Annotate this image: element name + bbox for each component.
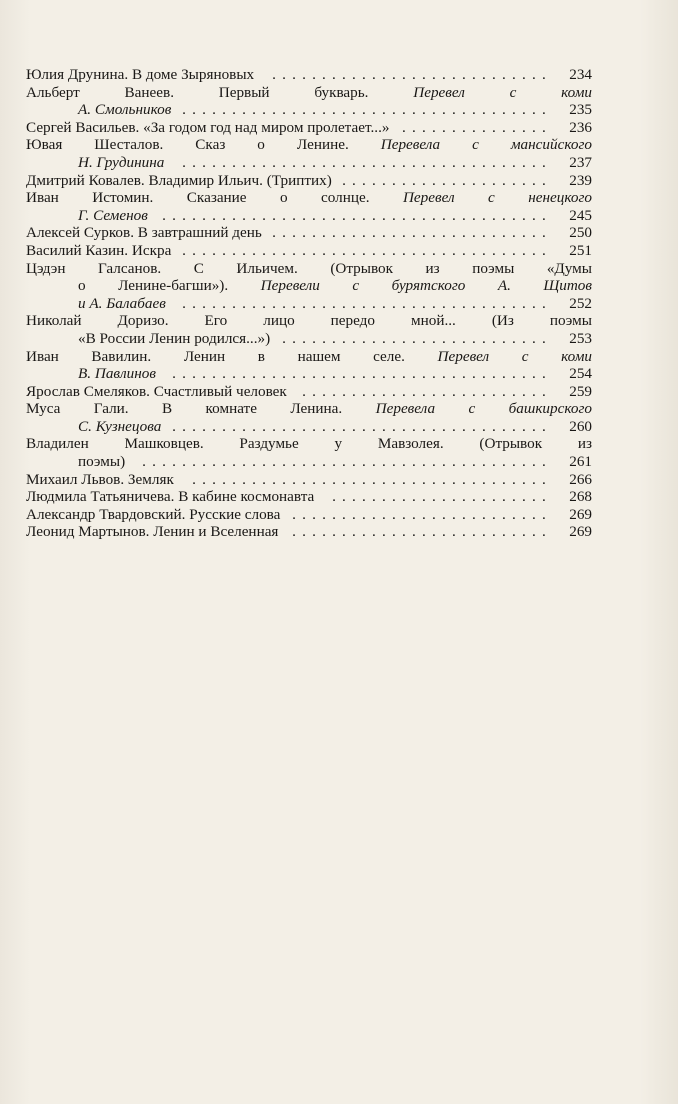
entry-title: Цэдэн Галсанов. С Ильичем. (Отрывок из поэмы «Думы [26,259,592,277]
toc-entry-text [26,523,278,541]
dot-leader: ......................... [302,382,552,400]
page-number: 250 [569,224,592,242]
dot-leader: ...................................... [172,365,552,383]
toc-entry-text [26,312,592,330]
page-number: 259 [569,382,592,400]
dot-leader: ..................................... [182,241,552,259]
entry-translator: С. Кузнецова [78,417,162,435]
entry-translator: Н. Грудинина [78,153,165,171]
entry-title: поэмы) [78,453,126,471]
page-number: 254 [569,365,592,383]
toc-entry [26,488,592,506]
toc-entry [26,330,592,348]
dot-leader: ...................... [332,488,552,506]
toc-entry-text [78,154,164,172]
toc-entry-text [78,365,156,383]
toc-entry-text [78,295,166,313]
entry-translator: и А. Балабаев [78,294,166,312]
dot-leader: ..................................... [182,294,552,312]
page-number: 261 [569,453,592,471]
toc-entry-text [26,172,332,190]
toc-entry [26,453,592,471]
dot-leader: ..................................... [182,153,552,171]
toc-entry-text [26,260,592,278]
toc-entry-text [78,330,270,348]
table-of-contents [26,66,592,541]
entry-title: Иван Вавилин. Ленин в нашем селе. [26,347,438,365]
toc-entry [26,435,592,453]
dot-leader: .......................... [292,505,552,523]
toc-entry [26,506,592,524]
page-number: 268 [569,488,592,506]
toc-entry [26,348,592,366]
toc-entry [26,172,592,190]
entry-title: «В России Ленин родился...») [78,329,271,347]
toc-entry [26,400,592,418]
dot-leader: .......................... [292,523,552,541]
page-number: 235 [569,101,592,119]
toc-entry [26,295,592,313]
entry-title: Александр Твардовский. Русские слова [26,505,281,523]
entry-translator: Перевела с мансийского [380,136,592,154]
page-number: 252 [569,294,592,312]
toc-entry-text [78,418,161,436]
toc-entry-text [26,400,592,418]
entry-title: о Ленине-багши»). [78,277,261,295]
entry-title: Дмитрий Ковалев. Владимир Ильич. (Триптих) [26,171,332,189]
toc-entry-text [78,277,592,295]
toc-entry [26,312,592,330]
toc-entry [26,383,592,401]
toc-entry [26,418,592,436]
entry-title: Людмила Татьяничева. В кабине космонавта [26,488,315,506]
toc-entry [26,154,592,172]
page-number: 236 [569,118,592,136]
entry-translator: Перевел с ненецкого [402,189,592,207]
toc-entry [26,84,592,102]
entry-title: Михаил Львов. Земляк [26,470,174,488]
page-number: 266 [569,470,592,488]
toc-entry-text [26,383,287,401]
page-number: 237 [569,153,592,171]
entry-title: Сергей Васильев. «За годом год над миром пролетает...» [26,118,390,136]
entry-translator: Перевел с коми [437,347,592,365]
page-number: 239 [569,171,592,189]
page-number: 269 [569,505,592,523]
entry-title: Владилен Машковцев. Раздумье у Мавзолея. (Отрывок из [26,435,592,453]
page-number: 245 [569,206,592,224]
entry-translator: А. Смольников [78,101,172,119]
toc-entry-text [26,66,254,84]
toc-entry-text [26,242,171,260]
dot-leader: ........................... [282,329,552,347]
entry-title: Ярослав Смеляков. Счастливый человек [26,382,287,400]
toc-entry [26,136,592,154]
toc-entry-text [26,84,592,102]
dot-leader: ...................................... [172,417,552,435]
toc-entry-text [26,348,592,366]
toc-entry-text [26,506,280,524]
toc-entry-text [26,136,592,154]
toc-entry [26,523,592,541]
entry-title: Ювая Шесталов. Сказ о Ленине. [26,136,381,154]
dot-leader: ............... [402,118,552,136]
toc-entry-text [78,453,125,471]
entry-title: Альберт Ванеев. Первый букварь. [26,83,414,101]
dot-leader: .................................... [192,470,552,488]
toc-entry [26,471,592,489]
entry-title: Юлия Друнина. В доме Зыряновых [26,66,255,83]
entry-translator: В. Павлинов [78,365,156,383]
dot-leader: ............................ [272,66,552,83]
entry-title: Николай Доризо. Его лицо передо мной... (Из поэмы [26,312,592,330]
entry-translator: Перевел с коми [413,83,592,101]
toc-entry [26,224,592,242]
toc-entry-text [26,488,314,506]
dot-leader: ..................................... [182,101,552,119]
page-number: 253 [569,329,592,347]
toc-entry [26,66,592,84]
toc-entry [26,277,592,295]
dot-leader: ..................... [342,171,552,189]
page-number: 260 [569,417,592,435]
toc-entry [26,260,592,278]
entry-title: Алексей Сурков. В завтрашний день [26,224,262,242]
toc-entry-text [26,435,592,453]
toc-entry [26,207,592,225]
toc-entry-text [26,189,592,207]
toc-entry [26,242,592,260]
toc-entry-text [26,471,174,489]
entry-title: Василий Казин. Искра [26,241,172,259]
dot-leader: ....................................... [162,206,552,224]
toc-entry-text [26,119,389,137]
entry-translator: Перевели с бурятского А. Щитов [260,277,592,295]
toc-entry [26,101,592,119]
page-number: 251 [569,241,592,259]
entry-title: Иван Истомин. Сказание о солнце. [26,189,403,207]
toc-entry [26,365,592,383]
entry-title: Леонид Мартынов. Ленин и Вселенная [26,523,279,541]
entry-translator: Перевела с башкирского [375,400,592,418]
entry-translator: Г. Семенов [78,206,148,224]
toc-entry-text [78,207,148,225]
dot-leader: ............................ [272,224,552,242]
entry-title: Муса Гали. В комнате Ленина. [26,400,376,418]
toc-entry [26,119,592,137]
page-number: 234 [569,66,592,83]
toc-entry [26,189,592,207]
page-number: 269 [569,523,592,541]
dot-leader: ......................................... [142,453,552,471]
toc-entry-text [26,224,262,242]
toc-entry-text [78,101,171,119]
